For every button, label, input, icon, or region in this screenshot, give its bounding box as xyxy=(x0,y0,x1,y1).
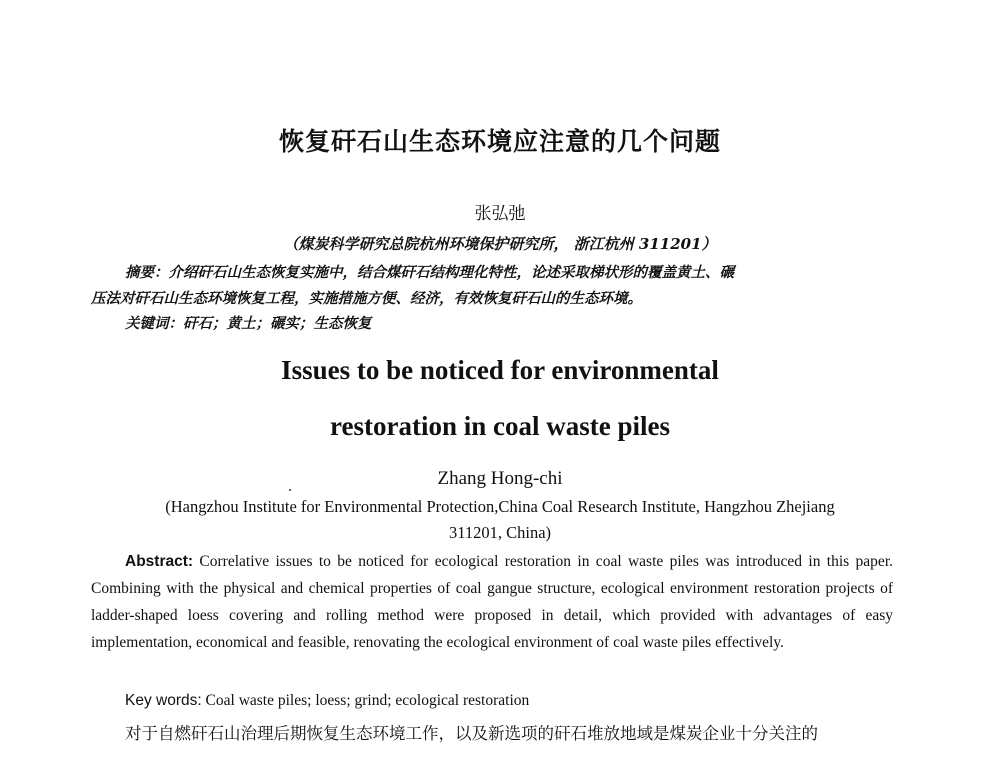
abstract-label: Abstract: xyxy=(125,553,194,570)
english-affiliation-line-1: (Hangzhou Institute for Environmental Protection,China Coal Research Institute, Hangzhou Zhejiang xyxy=(165,497,835,516)
chinese-keywords: 关键词：矸石；黄土；碾实；生态恢复 xyxy=(125,315,372,332)
chinese-abstract-line-2: 压法对矸石山生态环境恢复工程，实施措施方便、经济，有效恢复矸石山的生态环境。 xyxy=(91,290,642,307)
chinese-title: 恢复矸石山生态环境应注意的几个问题 xyxy=(278,127,721,156)
abstract-text: Correlative issues to be noticed for ecological restoration in coal waste piles was introduced in this paper. Combining with the physical and chemical properties of coal gangue structure, ecological environment restoration projects of ladder-shaped loess covering and rolling method were proposed in detail, which provided with advantages of easy implementation, economical and feasible, renovating the ecological environment of coal waste piles effectively. xyxy=(91,553,893,651)
english-affiliation-line-2: 311201, China) xyxy=(448,523,552,542)
chinese-author: 张弘弛 xyxy=(474,204,526,224)
english-keywords xyxy=(91,687,893,714)
english-title-line-2: restoration in coal waste piles xyxy=(330,411,670,441)
chinese-affiliation: （煤炭科学研究总院杭州环境保护研究所， 浙江杭州 311201） xyxy=(283,235,717,253)
body-first-line: 对于自燃矸石山治理后期恢复生态环境工作，以及新选项的矸石堆放地域是煤炭企业十分关注的 xyxy=(125,724,818,743)
english-title-line-1: Issues to be noticed for environmental xyxy=(281,355,719,385)
english-abstract xyxy=(91,548,893,656)
scan-speck xyxy=(289,489,291,491)
keywords-text: Coal waste piles; loess; grind; ecological restoration xyxy=(201,692,530,709)
english-author: Zhang Hong-chi xyxy=(437,468,563,489)
chinese-abstract-line-1: 摘要：介绍矸石山生态恢复实施中，结合煤矸石结构理化特性，论述采取梯状形的覆盖黄土、碾 xyxy=(125,264,734,281)
keywords-label: Key words: xyxy=(125,692,202,709)
